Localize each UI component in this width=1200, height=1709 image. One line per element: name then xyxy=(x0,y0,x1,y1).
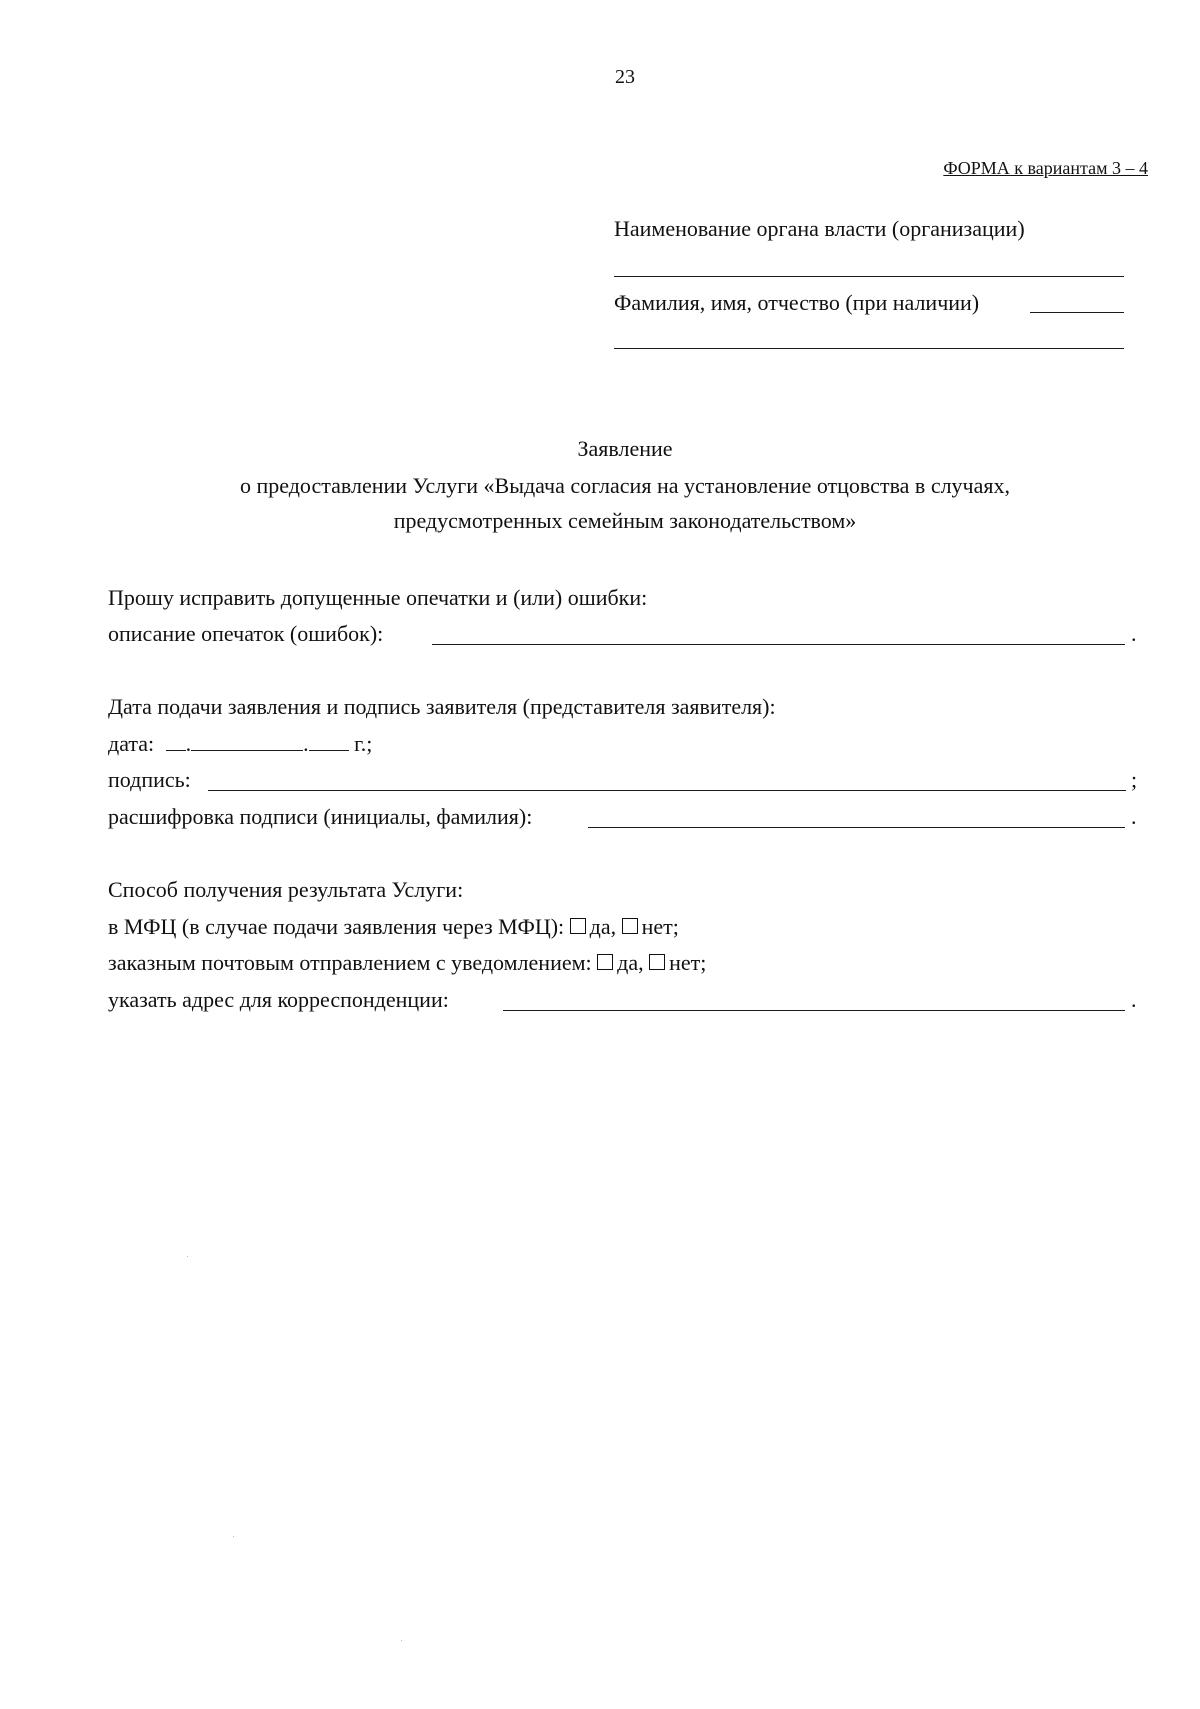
errors-description-label: описание опечаток (ошибок): xyxy=(108,621,384,646)
date-separator: . xyxy=(303,731,309,756)
document-subtitle-line-1: о предоставлении Услуги «Выдача согласия на установление отцовства в случаях, xyxy=(239,473,1011,498)
date-year-field[interactable] xyxy=(309,732,349,751)
errors-description-row xyxy=(108,621,383,647)
signature-label: подпись: xyxy=(108,767,191,792)
signing-header: Дата подачи заявления и подпись заявителя (представителя заявителя): xyxy=(108,694,776,719)
scan-speck xyxy=(187,1256,188,1257)
date-day-field[interactable] xyxy=(166,732,186,751)
errors-description-period: . xyxy=(1131,621,1137,646)
mfc-yes-label: да, xyxy=(589,914,617,939)
mfc-no-checkbox[interactable] xyxy=(622,918,638,934)
post-label: заказным почтовым отправлением с уведомлением: xyxy=(108,950,592,975)
post-no-label: нет; xyxy=(669,950,707,975)
fio-field[interactable] xyxy=(1030,312,1124,313)
post-yes-checkbox[interactable] xyxy=(597,954,613,970)
errors-description-field[interactable] xyxy=(432,644,1125,645)
result-header: Способ получения результата Услуги: xyxy=(108,877,464,902)
decoding-row xyxy=(108,804,532,830)
address-field[interactable] xyxy=(503,1010,1125,1011)
fio-label: Фамилия, имя, отчество (при наличии) xyxy=(614,290,980,315)
document-subtitle-line-2: предусмотренных семейным законодательством» xyxy=(393,508,857,533)
fio-field-continuation[interactable] xyxy=(614,348,1124,349)
authority-label: Наименование органа власти (организации) xyxy=(614,216,1025,241)
address-period: . xyxy=(1131,987,1137,1012)
post-no-checkbox[interactable] xyxy=(649,954,665,970)
decoding-period: . xyxy=(1131,804,1137,829)
date-year-suffix: г.; xyxy=(354,731,373,756)
scan-speck xyxy=(233,1536,234,1537)
post-yes-label: да, xyxy=(617,950,644,975)
mfc-no-label: нет; xyxy=(641,914,679,939)
scan-speck xyxy=(401,1640,402,1641)
signature-semicolon: ; xyxy=(1131,767,1138,792)
authority-field[interactable] xyxy=(614,276,1124,277)
date-month-field[interactable] xyxy=(191,732,303,751)
document-title: Заявление xyxy=(577,436,673,461)
address-label: указать адрес для корреспонденции: xyxy=(108,987,449,1012)
date-label: дата: xyxy=(108,731,155,756)
decoding-label: расшифровка подписи (инициалы, фамилия): xyxy=(108,804,533,829)
signature-row xyxy=(108,767,191,793)
mfc-label: в МФЦ (в случае подачи заявления через МФЦ): xyxy=(108,914,565,939)
decoding-field[interactable] xyxy=(588,827,1125,828)
signature-field[interactable] xyxy=(208,790,1126,791)
date-separator: . xyxy=(185,731,192,756)
form-reference: ФОРМА к вариантам 3 – 4 xyxy=(943,158,1148,178)
date-row xyxy=(108,731,372,757)
mfc-row xyxy=(108,914,679,940)
errors-request: Прошу исправить допущенные опечатки и (или) ошибки: xyxy=(108,585,648,610)
address-row xyxy=(108,987,449,1013)
post-row xyxy=(108,950,706,976)
mfc-yes-checkbox[interactable] xyxy=(570,918,586,934)
page-number: 23 xyxy=(615,66,635,88)
